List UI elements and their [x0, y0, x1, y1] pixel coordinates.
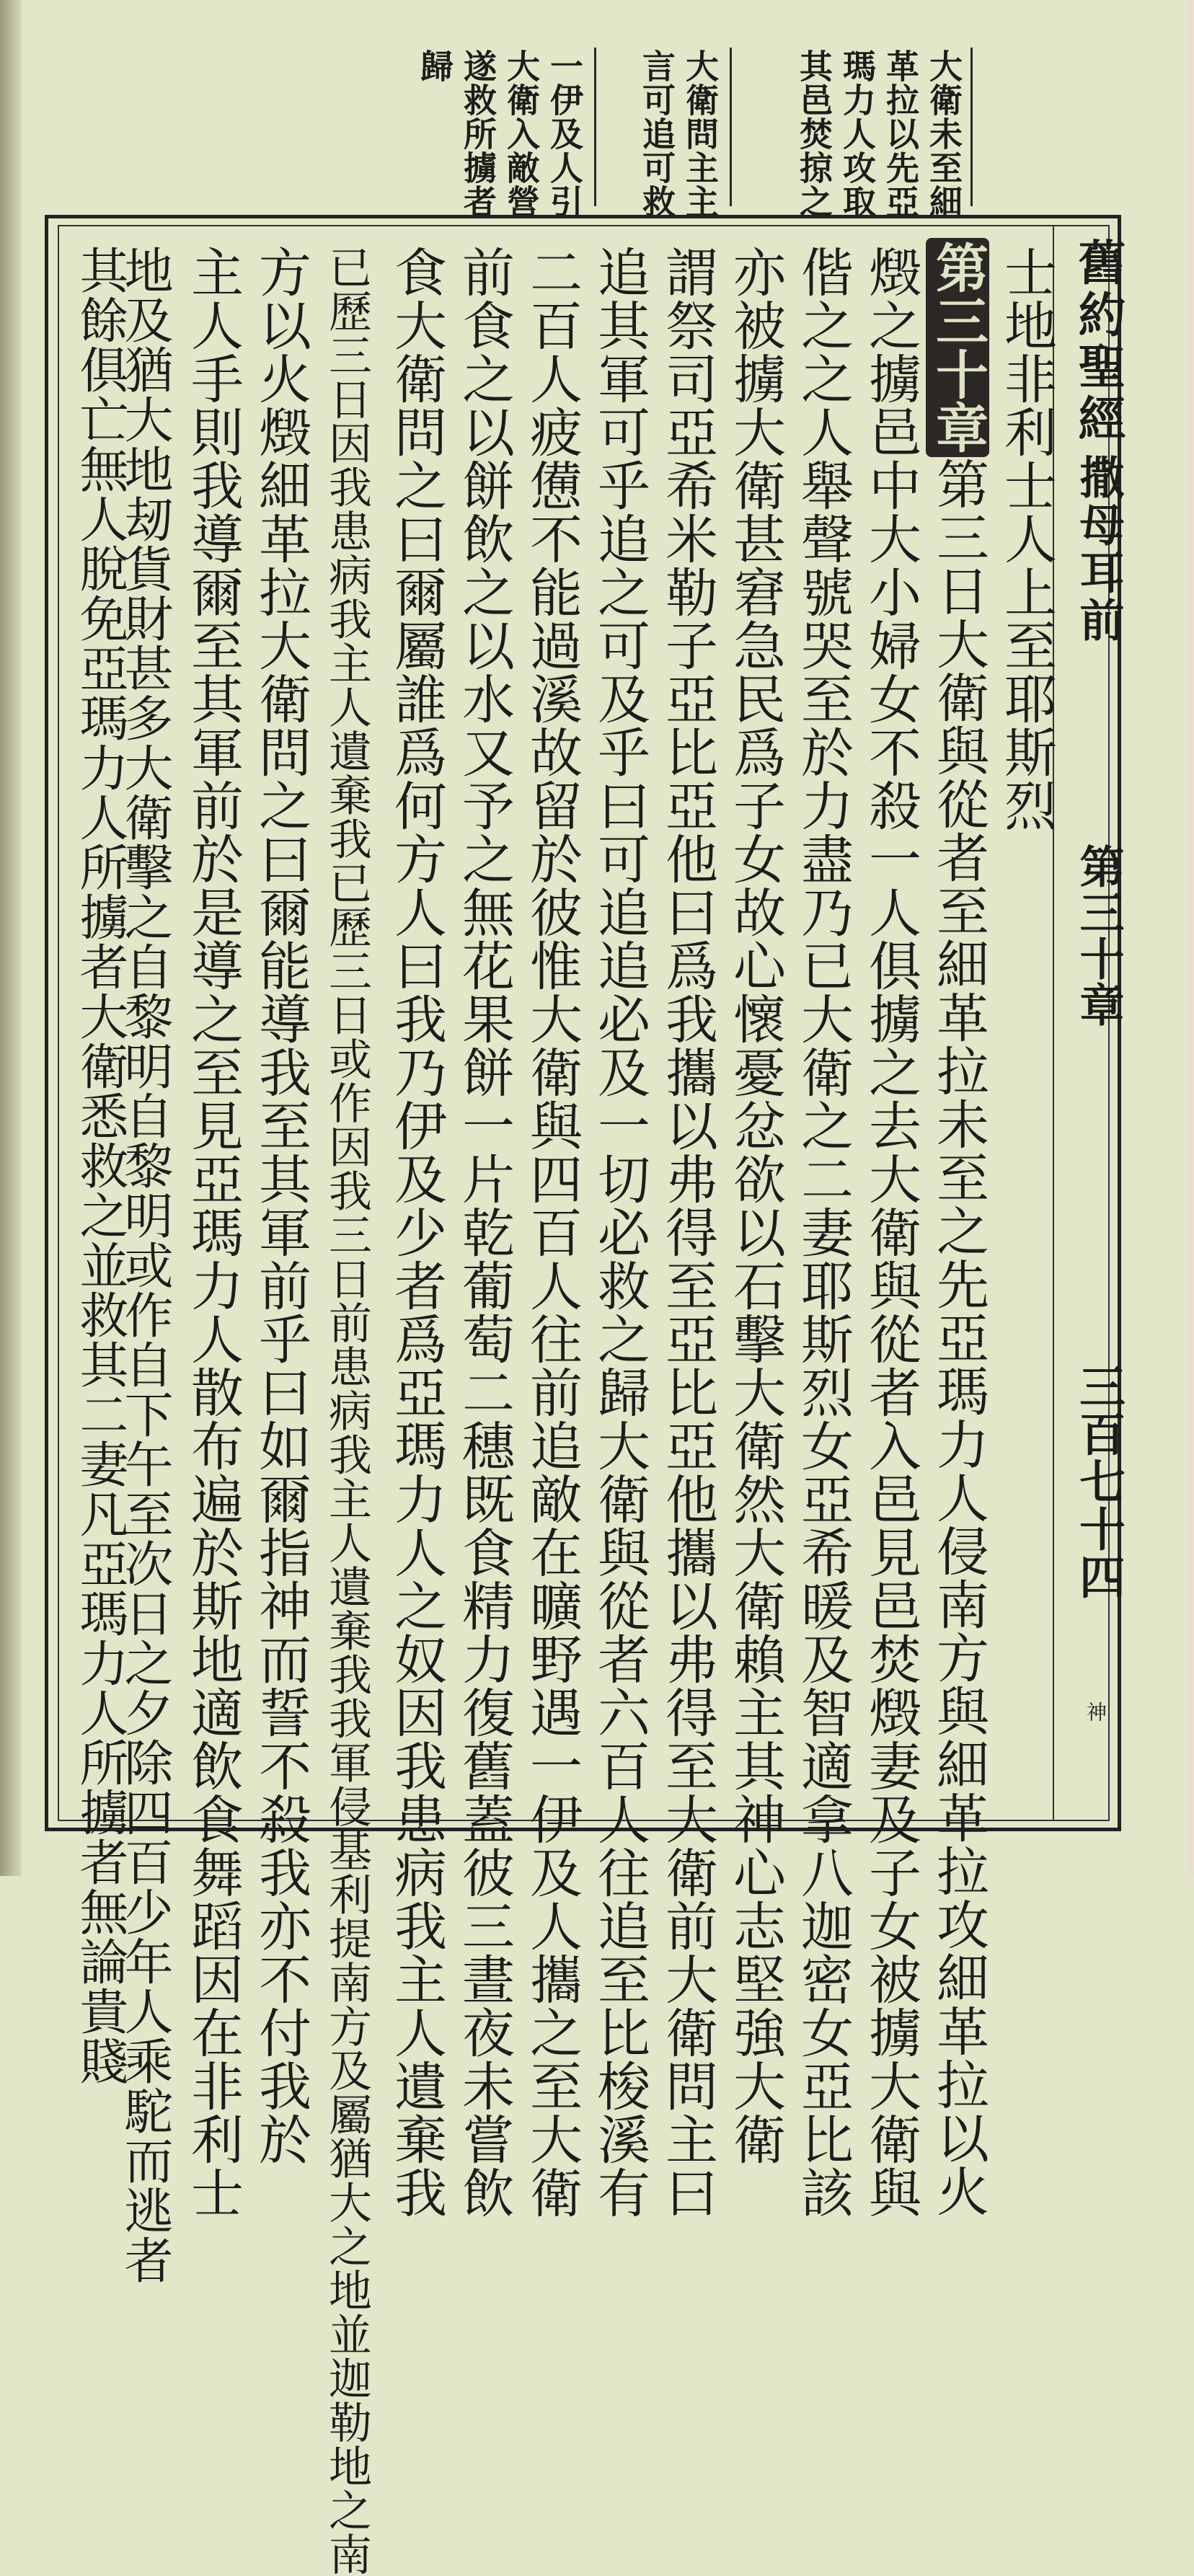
text-column-5: 亦被擄大衛甚窘急民爲子女故心懷憂忿欲以石擊大衛然大衛賴主其神心志堅強大衛: [724, 245, 785, 2166]
edition-mark: 神: [1084, 1701, 1107, 1722]
book-gutter: [0, 0, 22, 1876]
book-section: 撒母耳前: [1072, 454, 1125, 645]
note-column-1: 大衛未至細: [924, 49, 963, 218]
text-column-9: 前食之以餅飲之以水又予之無花果餅一片乾葡萄二穗既食精力復舊蓋彼三晝夜未嘗飲: [453, 245, 514, 2219]
note-divider: [730, 48, 732, 206]
book-title: 舊約聖經: [1070, 238, 1126, 446]
chapter-badge: 第三十章: [926, 238, 989, 457]
note-column-7: 一伊及人引: [545, 49, 584, 218]
text-column-14: 地及猶大地刼貨財甚多大衛擊之自黎明自黎明或作自下午至次日之夕除四百少年人乘駝而逃者: [116, 245, 173, 2285]
note-divider: [970, 48, 973, 206]
text-column-1: 士地非利士人上至耶斯烈: [995, 245, 1056, 832]
text-column-6: 謂祭司亞希米勒子亞比亞他曰爲我攜以弗得至亞比亞他攜以弗得至大衛前大衛問主曰: [656, 245, 717, 2219]
text-column-3: 燬之擄邑中大小婦女不殺一人俱擄之去大衛與從者入邑見邑焚燬妻及子女被擄大衛與: [859, 245, 921, 2219]
text-column-12: 方以火燬細革拉大衛問之曰爾能導我至其軍前乎曰如爾指神而誓不殺我亦不付我於: [249, 245, 311, 2166]
page-edge: [1187, 0, 1194, 1876]
text-column-15: 其餘俱亡無人脫免亞瑪力人所擄者大衛悉救之並救其二妻凡亞瑪力人所擄者無論貴賤: [71, 245, 128, 2086]
note-column-9: 遂救所擄者: [459, 49, 498, 218]
page-number: 三百七十四: [1071, 1363, 1126, 1601]
text-column-11: 已歷三日因我患病我主人遺棄我已歷三日或作因我三日前患病我主人遺棄我我軍侵基利提南方及屬猶大之地並迦勒地之南: [322, 245, 372, 2576]
note-column-5: 大衛問主主: [681, 49, 720, 218]
text-column-13: 主人手則我導爾至其軍前於是導之至見亞瑪力人散布遍於斯地適飲食舞蹈因在非利士: [182, 245, 243, 2219]
text-column-10: 食大衛問之曰爾屬誰爲何方人曰我乃伊及少者爲亞瑪力人之奴因我患病我主人遺棄我: [385, 245, 446, 2219]
chapter-title: 第三十章: [1072, 844, 1125, 1028]
text-column-7: 追其軍可乎追之可及乎曰可追追必及一切必救之歸大衛與從者六百人往追至比梭溪有: [588, 245, 650, 2219]
note-column-10: 歸: [415, 49, 454, 83]
note-column-3: 瑪力人攻取: [838, 49, 877, 218]
text-column-2: [926, 238, 989, 2218]
note-column-4: 其邑焚掠之: [795, 49, 833, 218]
note-column-8: 大衛入敵營: [502, 49, 541, 218]
text-column-2-body: 第三日大衛與從者至細革拉未至之先亞瑪力人侵南方與細革拉攻細革拉以火: [927, 457, 989, 2218]
note-divider: [594, 48, 596, 206]
note-column-6: 言可追可救: [637, 49, 676, 218]
text-column-4: 偕之之人舉聲號哭至於力盡乃已大衛之二妻耶斯烈女亞希暖及智適拿八迦密女亞比該: [792, 245, 853, 2219]
note-column-2: 革拉以先亞: [881, 49, 920, 218]
text-column-8: 二百人疲憊不能過溪故留於彼惟大衛與四百人往前追敵在曠野遇一伊及人攜之至大衛: [521, 245, 582, 2219]
